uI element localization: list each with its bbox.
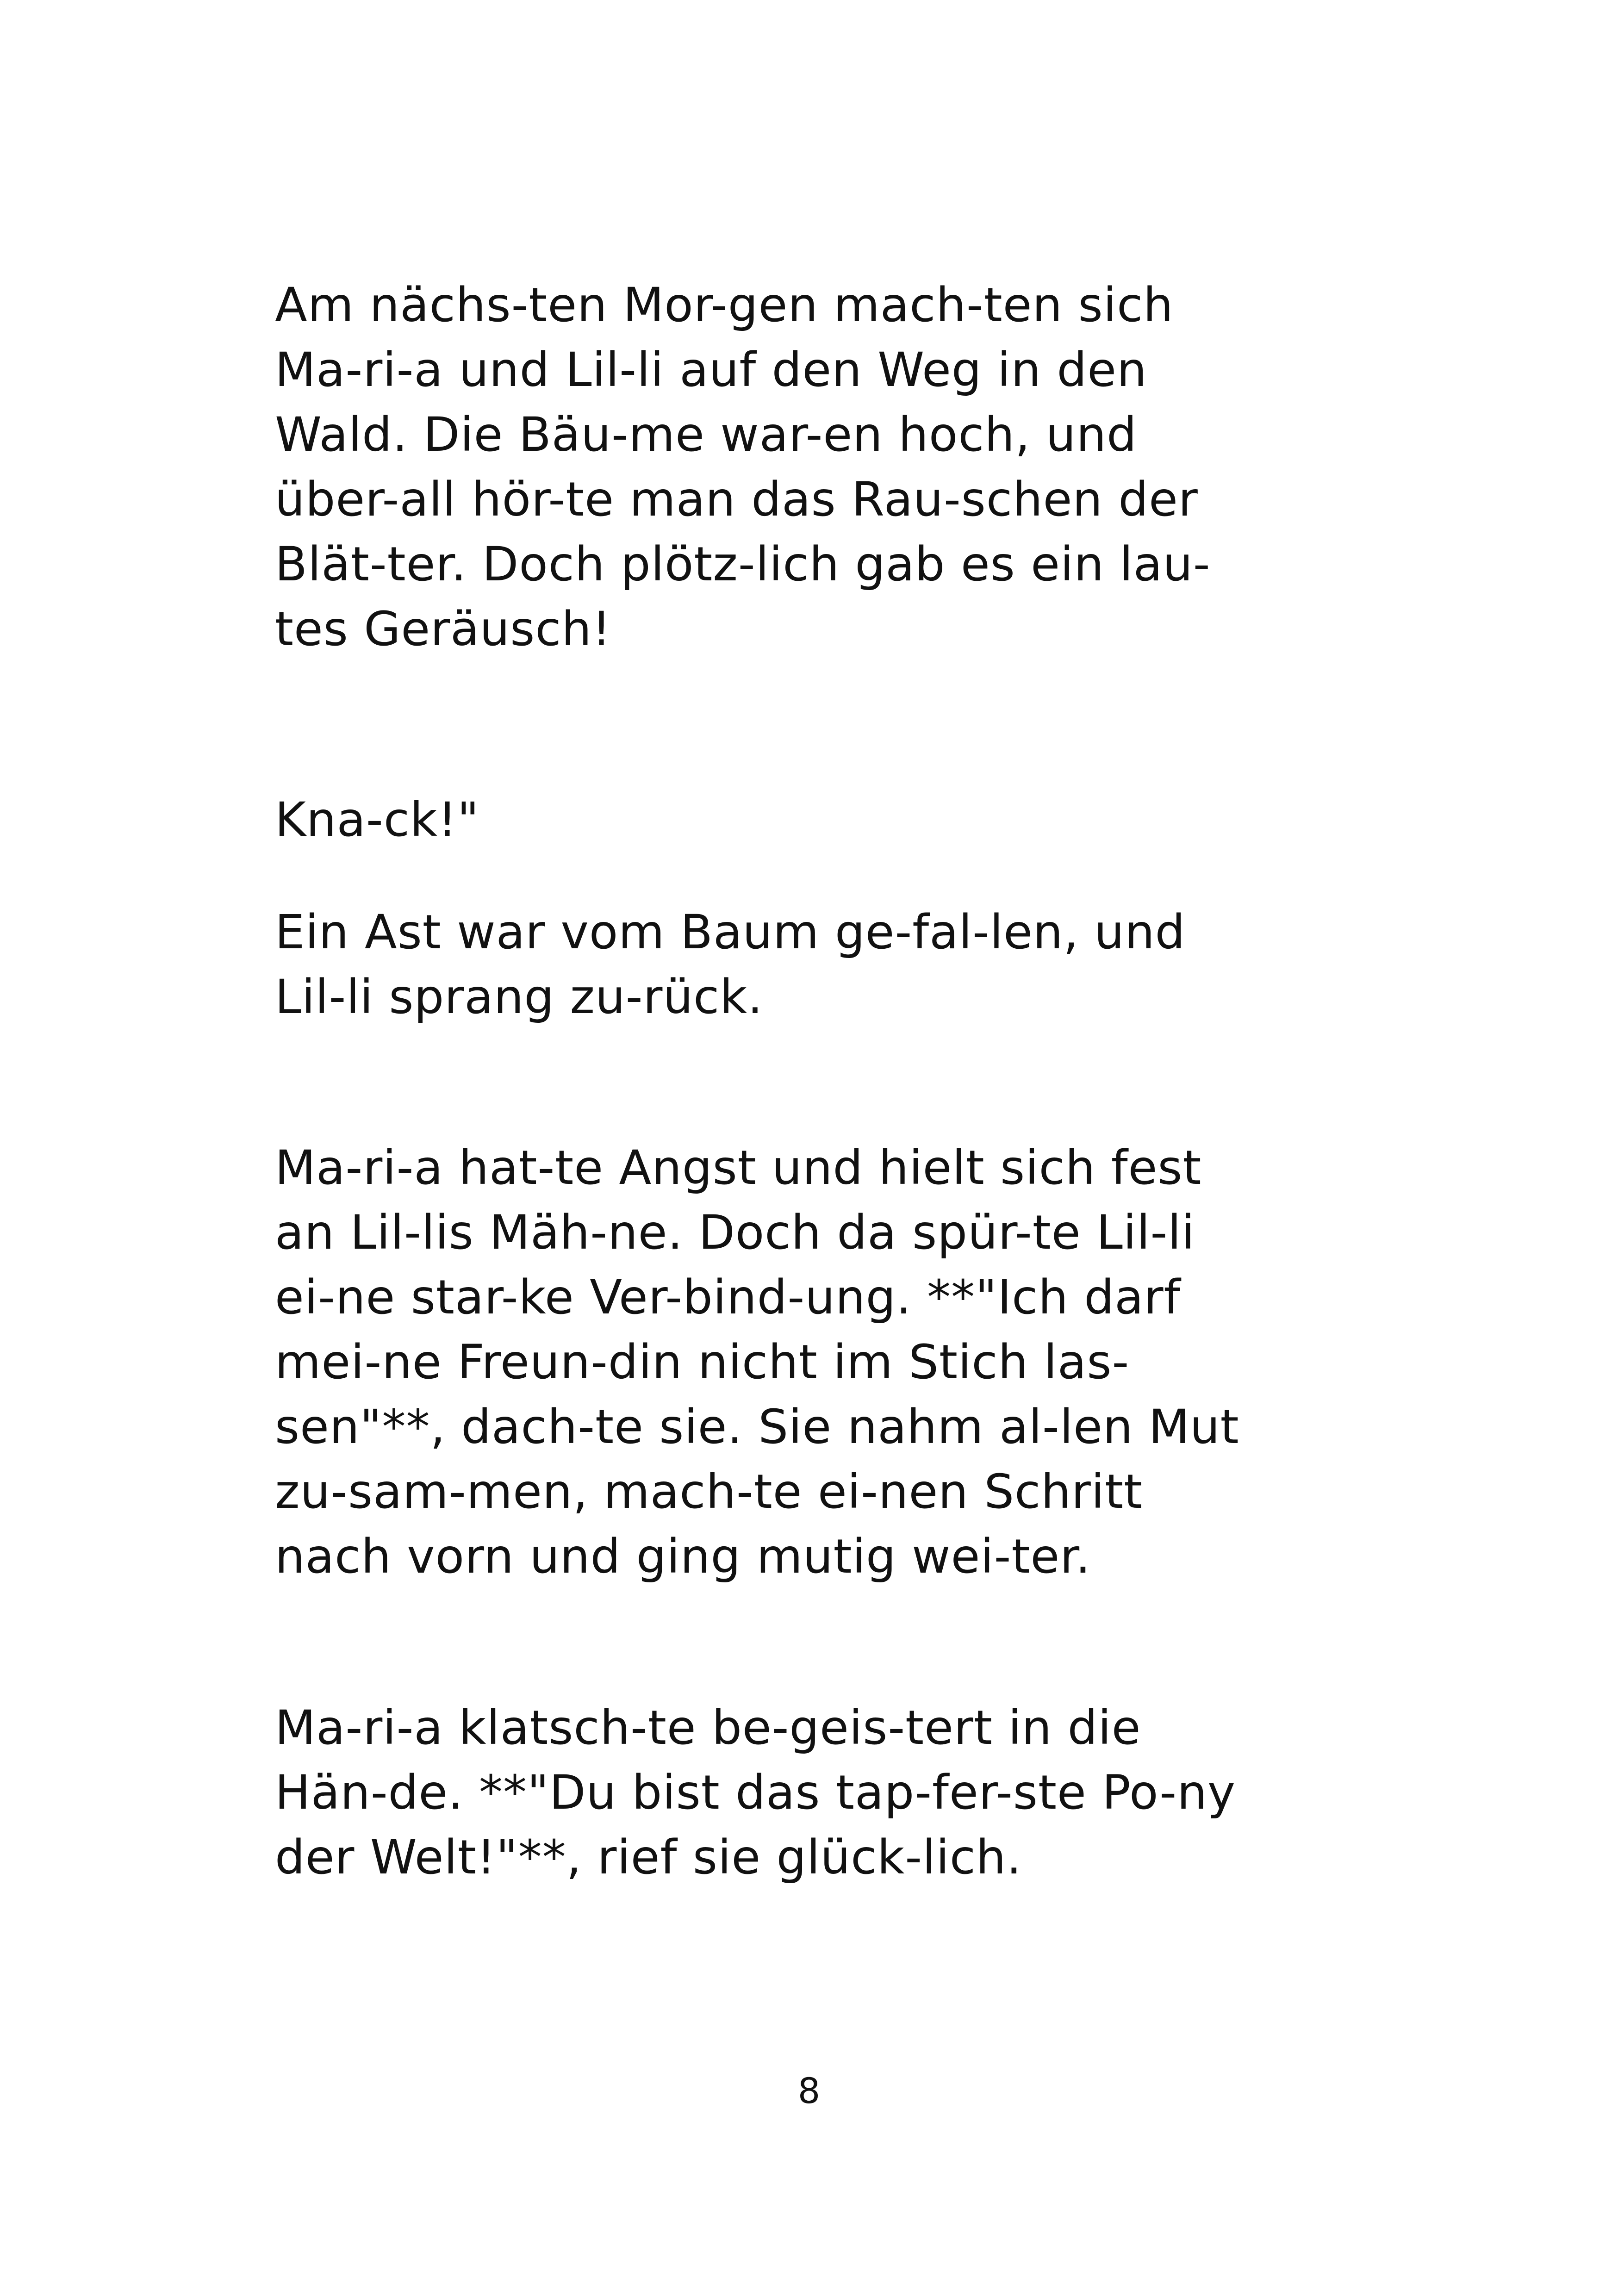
paragraph-bravest-pony: Ma-ri-a klatsch-te be-geis-tert in die Hän-de. **"Du bist das tap-fer-ste Po-ny der Welt!"**, rief sie glück-lich. [275,1700,1236,1885]
paragraph-courage: Ma-ri-a hat-te Angst und hielt sich fest an Lil-lis Mäh-ne. Doch da spür-te Lil-li ei-ne star-ke Ver-bind-ung. **"Ich darf mei-ne Freun-din nicht im Stich las- sen"**, dach-te sie. Sie nahm al-len Mut zu-sam-men, mach-te ei-nen Schritt nach vorn und ging mutig wei-ter. [275,1140,1239,1584]
paragraph-branch-fell: Ein Ast war vom Baum ge-fal-len, und Lil-li sprang zu-rück. [275,905,1186,1025]
page-number: 8 [797,2070,821,2111]
paragraph-knack: Kna-ck!" [275,792,479,847]
paragraph-morning-forest: Am nächs-ten Mor-gen mach-ten sich Ma-ri-a und Lil-li auf den Weg in den Wald. Die Bäu-me war-en hoch, und über-all hör-te man das Rau-schen der Blät-ter. Doch plötz-lich gab es ein lau- tes Geräusch! [275,278,1211,657]
